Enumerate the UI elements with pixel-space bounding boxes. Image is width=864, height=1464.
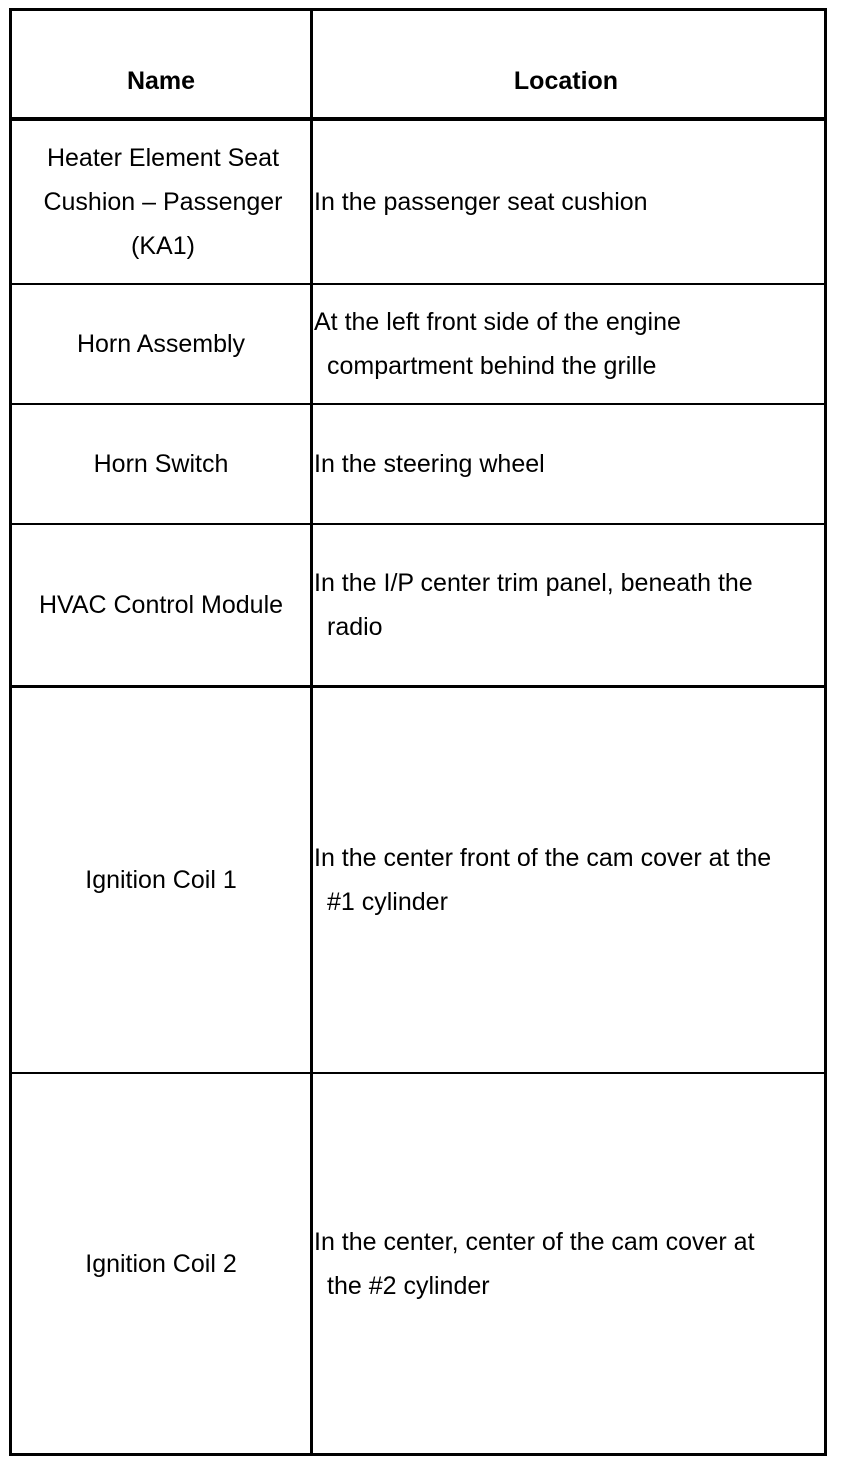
row-name: Ignition Coil 1 [85, 866, 237, 894]
location-line: In the passenger seat cushion [314, 188, 648, 216]
table-row [12, 405, 824, 523]
row-name: Horn Assembly [76, 330, 246, 358]
row-name: Heater Element Seat Cushion – Passenger (KA1) [43, 144, 283, 260]
table-row [12, 121, 824, 283]
header-location: Location [513, 67, 619, 95]
row-location [313, 688, 824, 1072]
table-row [12, 688, 824, 1072]
row-location [313, 405, 824, 523]
parts-location-table [9, 8, 827, 1456]
row-name: Ignition Coil 2 [85, 1249, 237, 1278]
table-row [12, 525, 824, 685]
row-location [313, 121, 824, 283]
location-line: compartment behind the grille [327, 352, 657, 380]
location-line: the #2 cylinder [327, 1271, 490, 1300]
row-name: Horn Switch [93, 450, 229, 478]
location-line: In the center, center of the cam cover at [314, 1227, 755, 1256]
location-line: In the center front of the cam cover at the [314, 844, 772, 872]
table-row [12, 285, 824, 403]
row-location [313, 1074, 824, 1453]
row-name: HVAC Control Module [38, 591, 284, 619]
row-location [313, 285, 824, 403]
location-line: In the steering wheel [314, 450, 545, 478]
table-row [12, 1074, 824, 1453]
row-location [313, 525, 824, 685]
location-line: In the I/P center trim panel, beneath the [314, 569, 753, 597]
location-line: radio [327, 613, 383, 641]
location-line: At the left front side of the engine [314, 308, 681, 336]
location-line: #1 cylinder [327, 888, 448, 916]
header-name: Name [126, 67, 196, 95]
table-header-row [12, 11, 824, 117]
